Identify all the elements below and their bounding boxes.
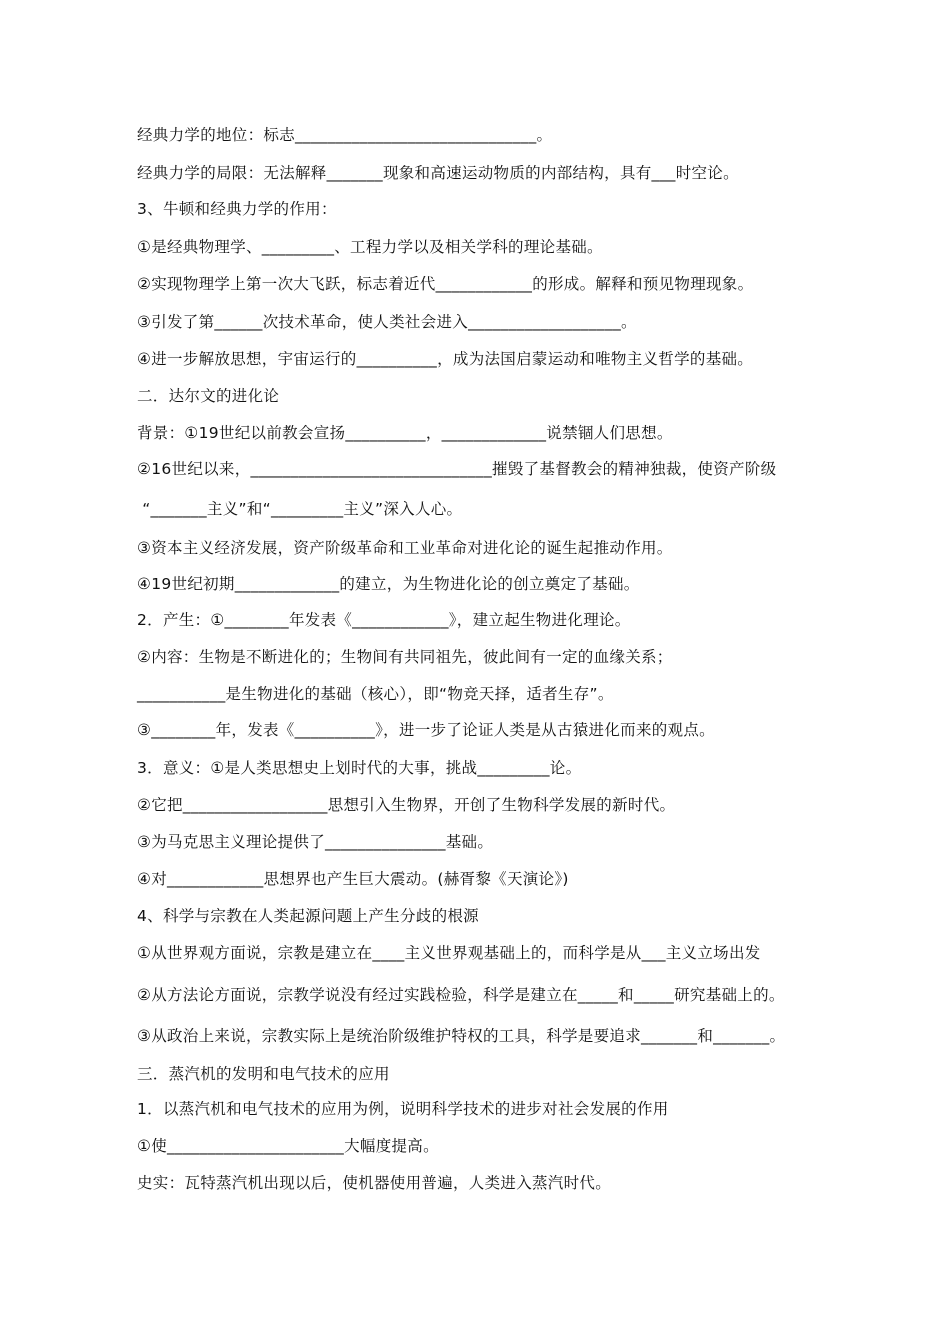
text-line: 经典力学的局限：无法解释_______现象和高速运动物质的内部结构，具有___时空论。 [137, 164, 739, 182]
text-line: ③引发了第______次技术革命，使人类社会进入___________________。 [137, 313, 637, 331]
section-heading: 二．达尔文的进化论 [137, 387, 280, 405]
text-line: ②实现物理学上第一次大飞跃，标志着近代____________的形成。解释和预见物理现象。 [137, 275, 754, 293]
text-line: ③从政治上来说，宗教实际上是统治阶级维护特权的工具，科学是要追求_______和_______。 [137, 1027, 786, 1045]
text-line: ___________是生物进化的基础（核心），即“物竞天择，适者生存”。 [137, 685, 614, 703]
text-line: 背景：①19世纪以前教会宣扬__________，_____________说禁锢人们思想。 [137, 424, 673, 442]
text-line: 1．以蒸汽机和电气技术的应用为例，说明科学技术的进步对社会发展的作用 [137, 1100, 669, 1118]
text-line: ④进一步解放思想，宇宙运行的__________，成为法国启蒙运动和唯物主义哲学的基础。 [137, 350, 754, 368]
text-line: 2．产生：①________年发表《____________》，建立起生物进化理论。 [137, 611, 631, 629]
text-line: 3．意义：①是人类思想史上划时代的大事，挑战_________论。 [137, 759, 582, 777]
text-line: “_______主义”和“_________主义”深入人心。 [137, 500, 463, 518]
text-line: ③________年，发表《__________》，进一步了论证人类是从古猿进化而来的观点。 [137, 721, 715, 739]
text-line: 史实：瓦特蒸汽机出现以后，使机器使用普遍，人类进入蒸汽时代。 [137, 1174, 612, 1192]
text-line: ②内容：生物是不断进化的；生物间有共同祖先，彼此间有一定的血缘关系； [137, 648, 673, 666]
text-line: ④19世纪初期_____________的建立，为生物进化论的创立奠定了基础。 [137, 575, 640, 593]
section-heading: 三．蒸汽机的发明和电气技术的应用 [137, 1065, 390, 1083]
text-line: ③为马克思主义理论提供了_______________基础。 [137, 833, 494, 851]
text-line: ①从世界观方面说，宗教是建立在____主义世界观基础上的，而科学是从___主义立场出发 [137, 944, 761, 962]
text-line: 3、牛顿和经典力学的作用： [137, 200, 337, 218]
text-line: 4、科学与宗教在人类起源问题上产生分歧的根源 [137, 907, 479, 925]
text-line: ①是经典物理学、_________、工程力学以及相关学科的理论基础。 [137, 238, 603, 256]
text-line: ③资本主义经济发展，资产阶级革命和工业革命对进化论的诞生起推动作用。 [137, 539, 673, 557]
text-line: ①使______________________大幅度提高。 [137, 1137, 439, 1155]
text-line: ④对____________思想界也产生巨大震动。(赫胥黎《天演论》) [137, 870, 569, 888]
text-line: ②从方法论方面说，宗教学说没有经过实践检验，科学是建立在_____和_____研究基础上的。 [137, 986, 785, 1004]
text-line: ②它把__________________思想引入生物界，开创了生物科学发展的新时代。 [137, 796, 676, 814]
text-line: 经典力学的地位：标志______________________________。 [137, 126, 553, 144]
text-line: ②16世纪以来，______________________________摧毁了基督教会的精神独裁，使资产阶级 [137, 460, 777, 478]
